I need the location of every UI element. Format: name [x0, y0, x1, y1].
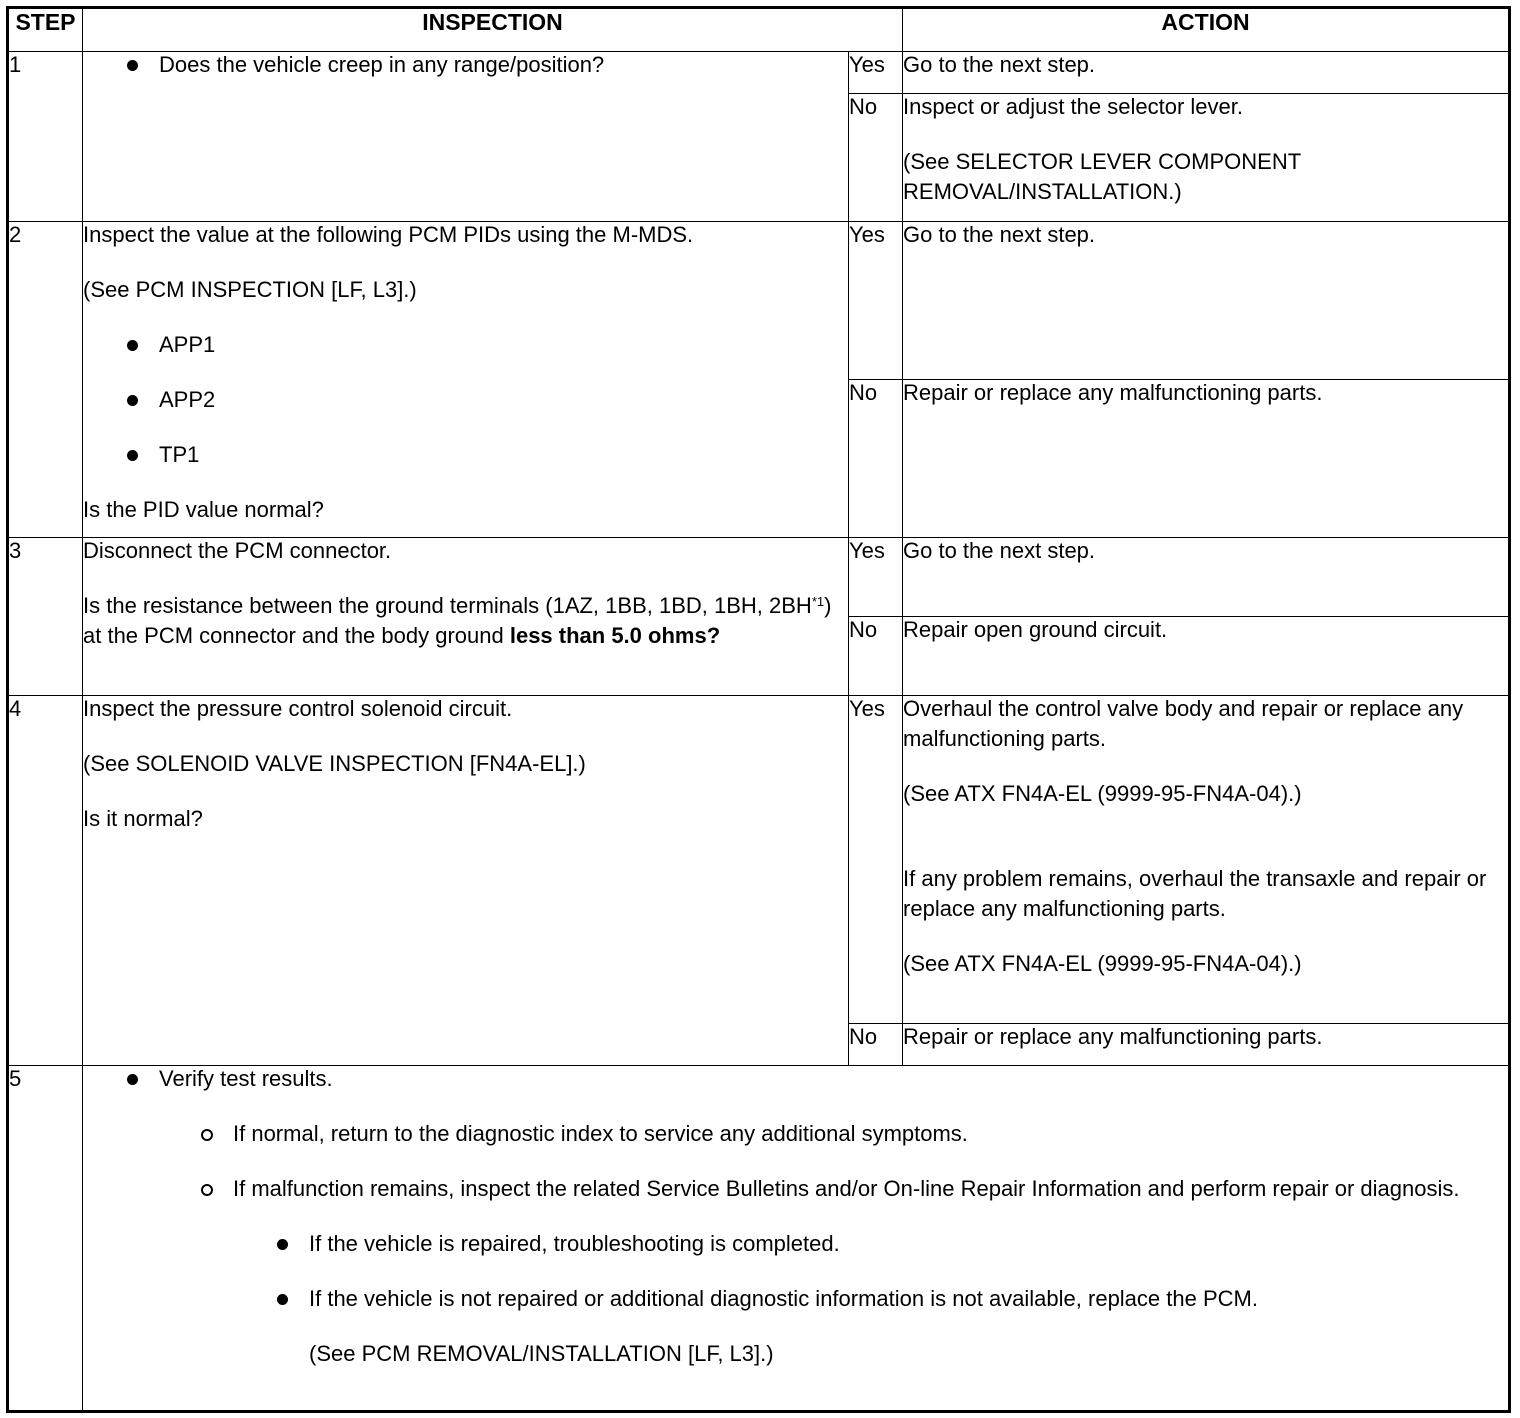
- inspection-intro: Inspect the value at the following PCM PIDs using the M-MDS.: [83, 222, 694, 247]
- question-text: Is the resistance between the ground terminals (1AZ, 1BB, 1BD, 1BH, 2BH: [83, 593, 812, 618]
- action-text: [903, 538, 1510, 617]
- action-no: Repair open ground circuit.: [903, 617, 1168, 642]
- inspection-reference: (See PCM INSPECTION [LF, L3].): [83, 277, 417, 302]
- no-label: No: [849, 94, 903, 222]
- action-yes: Go to the next step.: [903, 538, 1096, 563]
- final-reference: (See PCM REMOVAL/INSTALLATION [LF, L3].): [309, 1341, 774, 1366]
- action-text: [903, 94, 1510, 222]
- step-number: 4: [8, 696, 83, 1066]
- step-3-inspection: [83, 538, 849, 696]
- yes-label: Yes: [849, 538, 903, 617]
- yes-label: Yes: [849, 696, 903, 1024]
- no-label: No: [849, 380, 903, 538]
- footnote-marker: *1: [811, 594, 825, 609]
- no-label: No: [849, 1024, 903, 1066]
- action-text: [903, 222, 1510, 380]
- action-text: [903, 617, 1510, 696]
- sub-item-normal: If normal, return to the diagnostic index to service any additional symptoms.: [83, 1119, 1508, 1149]
- step-1-inspection: [83, 52, 849, 222]
- inspection-question: Is the PID value normal?: [83, 497, 324, 522]
- action-yes: Go to the next step.: [903, 222, 1096, 247]
- step-number: 1: [8, 52, 83, 222]
- action-text: [903, 52, 1510, 94]
- step-5-content: [83, 1066, 1510, 1412]
- inspection-reference: (See SOLENOID VALVE INSPECTION [FN4A-EL].): [83, 751, 586, 776]
- step-4-inspection: [83, 696, 849, 1066]
- action-yes-followup: If any problem remains, overhaul the transaxle and repair or replace any malfunctioning parts.: [903, 866, 1487, 921]
- verify-bullet: Verify test results.: [83, 1064, 1508, 1094]
- step-2-inspection: [83, 222, 849, 538]
- question-criterion: less than 5.0 ohms?: [509, 623, 721, 648]
- sub-item-not-repaired: If the vehicle is not repaired or additional diagnostic information is not available, replace the PCM.: [83, 1284, 1508, 1314]
- step-5-row: [8, 1066, 1510, 1412]
- header-row: [8, 8, 1510, 52]
- yes-label: Yes: [849, 52, 903, 94]
- action-no: Inspect or adjust the selector lever.: [903, 94, 1243, 119]
- step-3-yes-row: [8, 538, 1510, 617]
- action-text: [903, 696, 1510, 1024]
- pid-item: APP2: [83, 385, 848, 415]
- action-reference: (See ATX FN4A-EL (9999-95-FN4A-04).): [903, 781, 1302, 806]
- inspection-intro: Disconnect the PCM connector.: [83, 538, 392, 563]
- action-yes: Overhaul the control valve body and repair or replace any malfunctioning parts.: [903, 696, 1464, 751]
- inspection-question: Is it normal?: [83, 806, 203, 831]
- header-inspection: INSPECTION: [83, 8, 903, 52]
- sub-item-malfunction: If malfunction remains, inspect the related Service Bulletins and/or On-line Repair Information and perform repair or diagnosis.: [83, 1174, 1508, 1204]
- step-number: 5: [8, 1066, 83, 1412]
- pid-item: APP1: [83, 330, 848, 360]
- inspection-intro: Inspect the pressure control solenoid circuit.: [83, 696, 513, 721]
- no-label: No: [849, 617, 903, 696]
- inspection-question: [83, 591, 848, 651]
- action-yes: Go to the next step.: [903, 52, 1096, 77]
- step-1-yes-row: [8, 52, 1510, 94]
- header-step: STEP: [8, 8, 83, 52]
- header-action: ACTION: [903, 8, 1510, 52]
- action-reference: (See SELECTOR LEVER COMPONENT REMOVAL/INSTALLATION.): [903, 149, 1301, 204]
- action-no: Repair or replace any malfunctioning parts.: [903, 1024, 1323, 1049]
- inspection-bullet: Does the vehicle creep in any range/position?: [83, 50, 848, 80]
- question-text-cont: ) at the PCM connector and the body ground: [83, 593, 832, 648]
- yes-label: Yes: [849, 222, 903, 380]
- pid-item: TP1: [83, 440, 848, 470]
- action-reference: (See ATX FN4A-EL (9999-95-FN4A-04).): [903, 951, 1302, 976]
- step-2-yes-row: [8, 222, 1510, 380]
- step-number: 2: [8, 222, 83, 538]
- action-no: Repair or replace any malfunctioning parts.: [903, 380, 1323, 405]
- action-text: [903, 1024, 1510, 1066]
- step-number: 3: [8, 538, 83, 696]
- troubleshooting-table: [6, 6, 1511, 1413]
- sub-item-repaired: If the vehicle is repaired, troubleshooting is completed.: [83, 1229, 1508, 1259]
- step-4-yes-row: [8, 696, 1510, 1024]
- action-text: [903, 380, 1510, 538]
